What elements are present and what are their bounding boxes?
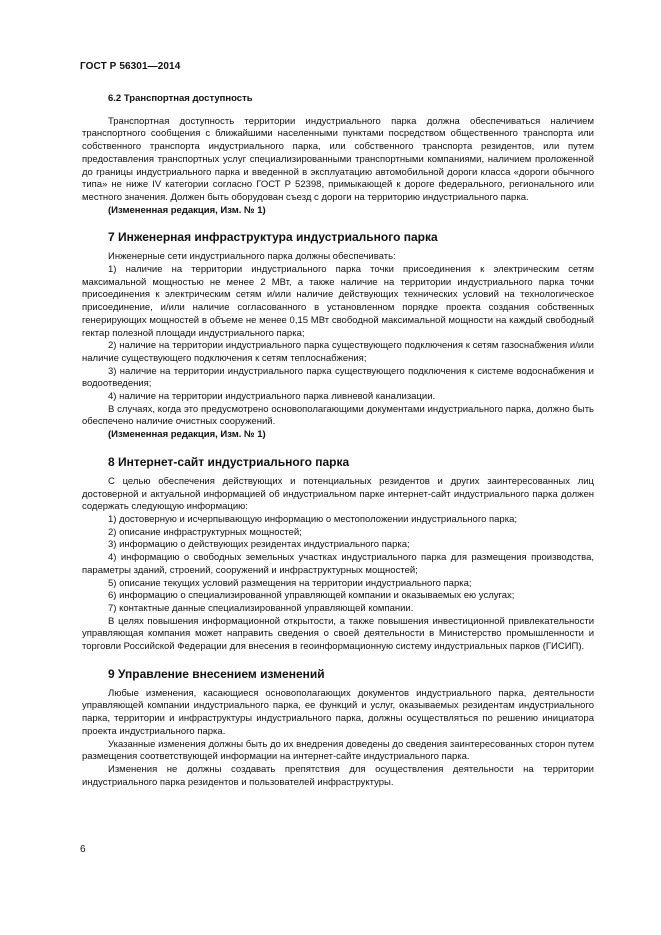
- paragraph: Инженерные сети индустриального парка должны обеспечивать:: [108, 251, 396, 263]
- list-item: 5) описание текущих условий размещения на территории индустриального парка;: [108, 577, 472, 589]
- paragraph: С целью обеспечения действующих и потенциальных резидентов и других заинтересованных лиц достоверной и актуальной информацией об индустриальном парке интернет-сайт индустриального парка должен содержать следующую информацию:: [82, 475, 594, 513]
- page-content: [82, 93, 594, 789]
- amendment-note: (Измененная редакция, Изм. № 1): [108, 429, 266, 441]
- paragraph: Изменения не должны создавать препятствия для осуществления деятельности на территории индустриального парка резидентов и пользователей инфраструктуры.: [82, 763, 594, 788]
- list-item: 2) наличие на территории индустриального парка существующего подключения к сетям газоснабжения и/или наличие существующего подключения к сетям теплоснабжения;: [82, 340, 594, 364]
- paragraph: В случаях, когда это предусмотрено основополагающими документами индустриального парка, должно быть обеспечено наличие очистных сооружений.: [82, 403, 594, 428]
- section-title-8: 8 Интернет-сайт индустриального парка: [108, 454, 350, 469]
- list-item: 6) информацию о специализированной управляющей компании и оказываемых ею услугах;: [108, 590, 515, 602]
- section-title-7: 7 Инженерная инфраструктура индустриального парка: [108, 230, 438, 245]
- paragraph: Любые изменения, касающиеся основополагающих документов индустриального парка, деятельности управляющей компании индустриального парка, ее функций и услуг, оказываемых резидентам индустриального парка, территории и инфраструктуры индустриального парка, должны осуществляться по решению инициатора проекта индустриального парка.: [82, 687, 594, 737]
- list-item: 4) информацию о свободных земельных участках индустриального парка для размещения производства, параметры зданий, строений, сооружений и инфраструктурных мощностей;: [82, 552, 594, 576]
- paragraph: Транспортная доступность территории индустриального парка должна обеспечиваться наличием транспортного сообщения с ближайшими населенными пунктами посредством общественного транспорта или собственного транспорта индустриального парка, или собственного транспорта резидентов, или путем предоставления транспортных услуг специализированными транспортными компаниями, наличием проложенной до границы индустриального парка и введенной в эксплуатацию автомобильной дороги класса «дороги обычного типа» не ниже IV категории согласно ГОСТ Р 52398, примыкающей к дороге федерального, регионального или местного значения. Должен быть оборудован съезд с дороги на территорию индустриального парка.: [82, 115, 594, 203]
- subsection-title-6-2: 6.2 Транспортная доступность: [108, 93, 253, 104]
- list-item: 1) наличие на территории индустриального парка точки присоединения к электрическим сетям максимальной мощностью не менее 2 МВт, а также наличие на территории индустриального парка точки присоединения к электрическим сетям и/или наличие действующих технических условий на технологическое присоединение, и/или наличие согласованного в установленном порядке проекта создания собственных генерирующих мощностей в объеме не менее 0,15 МВт свободной максимальной мощности на каждый свободный гектар полезной площади индустриального парка;: [82, 264, 594, 339]
- page-number: 6: [80, 844, 86, 855]
- paragraph: Указанные изменения должны быть до их внедрения доведены до сведения заинтересованных сторон путем размещения соответствующей информации на интернет-сайте индустриального парка.: [82, 738, 594, 763]
- section-title-9: 9 Управление внесением изменений: [108, 666, 325, 681]
- list-item: 3) наличие на территории индустриального парка существующего подключения к системе водоснабжения и водоотведения;: [82, 365, 594, 390]
- document-code-header: ГОСТ Р 56301—2014: [80, 61, 181, 72]
- list-item: 2) описание инфраструктурных мощностей;: [108, 526, 302, 538]
- list-item: 7) контактные данные специализированной управляющей компании.: [108, 602, 414, 614]
- amendment-note: (Измененная редакция, Изм. № 1): [108, 204, 266, 216]
- list-item: 1) достоверную и исчерпывающую информацию о местоположении индустриального парка;: [108, 513, 518, 525]
- paragraph: В целях повышения информационной открытости, а также повышения инвестиционной привлекательности управляющая компания может направить сведения о своей деятельности в Министерство промышленности и торговли Российской Федерации для внесения в геоинформационную систему индустриальных парков (ГИСИП).: [82, 615, 594, 653]
- list-item: 3) информацию о действующих резидентах индустриального парка;: [108, 539, 410, 551]
- list-item: 4) наличие на территории индустриального парка ливневой канализации.: [108, 391, 436, 403]
